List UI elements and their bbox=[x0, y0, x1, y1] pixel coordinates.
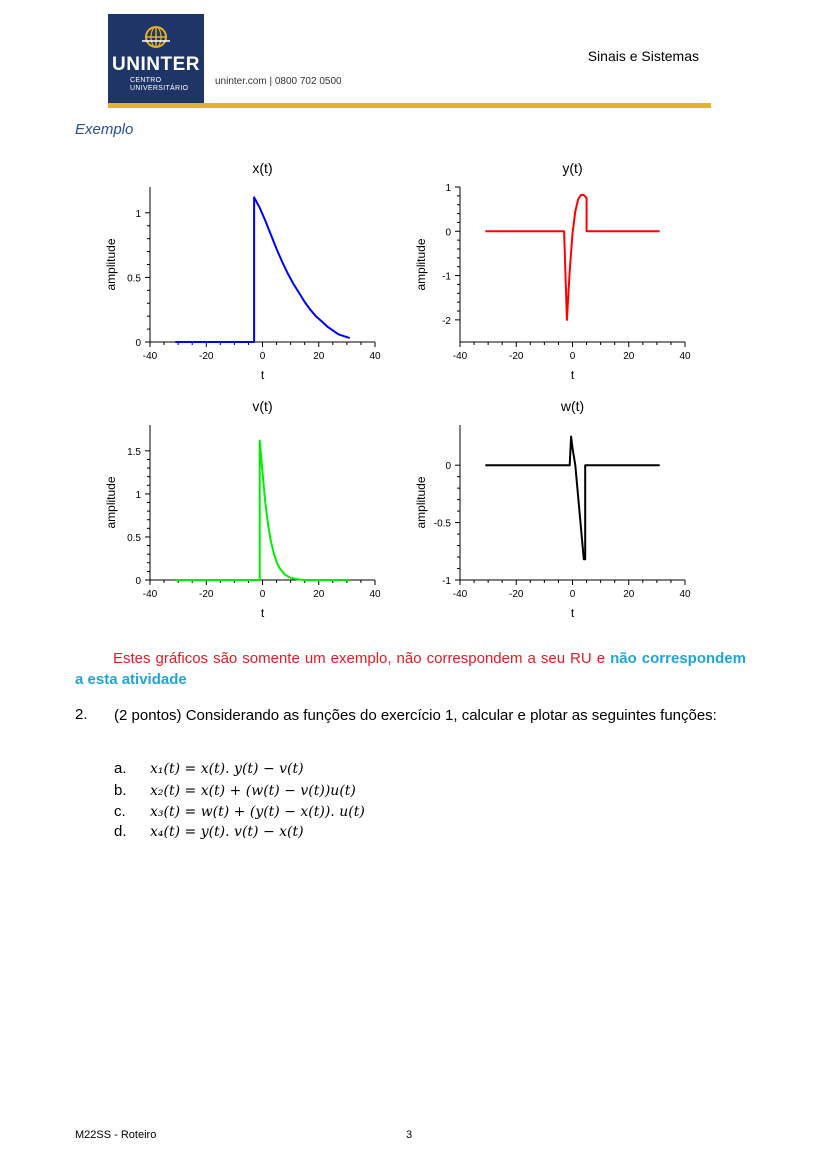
logo-name: UNINTER bbox=[112, 54, 200, 75]
x-tick-label: 0 bbox=[569, 589, 576, 600]
x-tick-label: 20 bbox=[623, 351, 635, 362]
equation-expression: x₄(t) = y(t). v(t) − x(t) bbox=[150, 824, 304, 840]
chart-w-t bbox=[405, 393, 705, 628]
x-tick-label: -40 bbox=[452, 351, 468, 362]
x-tick-label: -40 bbox=[142, 589, 158, 600]
x-tick-label: -20 bbox=[509, 589, 524, 600]
x-tick-label: 20 bbox=[313, 589, 325, 600]
y-tick-label: 1.5 bbox=[127, 446, 141, 458]
x-tick-label: 40 bbox=[679, 589, 691, 600]
y-tick-label: 1 bbox=[135, 489, 141, 501]
x-tick-label: 20 bbox=[623, 589, 635, 600]
x-tick-label: 0 bbox=[259, 589, 266, 600]
x-axis-label: t bbox=[570, 606, 575, 620]
logo-subtitle-1: CENTRO bbox=[130, 77, 162, 84]
x-tick-label: 40 bbox=[369, 351, 381, 362]
x-axis-label: t bbox=[260, 368, 265, 382]
chart-v-t bbox=[95, 393, 395, 628]
y-axis-label: amplitude bbox=[104, 238, 118, 291]
globe-icon bbox=[142, 24, 170, 50]
y-tick-label: 0.5 bbox=[127, 532, 141, 544]
note-red-text: Estes gráficos são somente um exemplo, não correspondem a seu RU e bbox=[113, 650, 611, 667]
header-divider bbox=[108, 103, 711, 108]
series-line bbox=[485, 437, 659, 560]
x-tick-label: 20 bbox=[313, 351, 325, 362]
y-tick-label: 0 bbox=[445, 227, 451, 239]
y-tick-label: 1 bbox=[445, 183, 451, 194]
series-line bbox=[175, 441, 349, 581]
series-line bbox=[485, 195, 659, 320]
y-tick-label: -1 bbox=[442, 576, 451, 587]
equation-item bbox=[114, 760, 304, 780]
x-tick-label: 0 bbox=[259, 351, 266, 362]
y-tick-label: -2 bbox=[442, 315, 451, 327]
disclaimer-note bbox=[75, 648, 746, 690]
footer-document-id: M22SS - Roteiro bbox=[75, 1129, 157, 1141]
equation-item bbox=[114, 823, 304, 843]
y-axis-label: amplitude bbox=[104, 476, 118, 529]
chart-y-t bbox=[405, 155, 705, 390]
chart-title: v(t) bbox=[252, 398, 273, 414]
y-tick-label: 0.5 bbox=[127, 273, 141, 285]
y-tick-label: 1 bbox=[135, 208, 141, 220]
x-tick-label: -20 bbox=[509, 351, 524, 362]
chart-title: x(t) bbox=[252, 160, 273, 176]
x-axis-label: t bbox=[570, 368, 575, 382]
header-contact: uninter.com | 0800 702 0500 bbox=[215, 76, 342, 87]
x-tick-label: 40 bbox=[369, 589, 381, 600]
x-tick-label: -20 bbox=[199, 589, 214, 600]
x-tick-label: 40 bbox=[679, 351, 691, 362]
x-tick-label: -40 bbox=[142, 351, 158, 362]
equation-expression: x₃(t) = w(t) + (y(t) − x(t)). u(t) bbox=[150, 804, 365, 820]
y-tick-label: 0 bbox=[135, 576, 141, 587]
course-title: Sinais e Sistemas bbox=[587, 48, 699, 64]
equation-label: b. bbox=[114, 782, 127, 799]
equation-label: d. bbox=[114, 823, 127, 840]
logo-subtitle-2: UNIVERSITÁRIO bbox=[130, 85, 189, 92]
question-text: (2 pontos) Considerando as funções do exercício 1, calcular e plotar as seguintes funções: bbox=[114, 707, 717, 724]
equation-item bbox=[114, 803, 365, 823]
chart-x-t bbox=[95, 155, 395, 390]
x-tick-label: -20 bbox=[199, 351, 214, 362]
x-tick-label: 0 bbox=[569, 351, 576, 362]
y-axis-label: amplitude bbox=[414, 238, 428, 291]
x-tick-label: -40 bbox=[452, 589, 468, 600]
y-tick-label: 0 bbox=[135, 338, 141, 349]
chart-title: w(t) bbox=[560, 398, 585, 414]
y-tick-label: 0 bbox=[445, 461, 451, 473]
y-tick-label: -1 bbox=[442, 271, 451, 283]
series-line bbox=[175, 197, 349, 342]
question-number: 2. bbox=[75, 706, 88, 723]
equation-label: c. bbox=[114, 803, 126, 820]
y-axis-label: amplitude bbox=[414, 476, 428, 529]
y-tick-label: -0.5 bbox=[433, 518, 451, 530]
equation-expression: x₂(t) = x(t) + (w(t) − v(t))u(t) bbox=[150, 783, 356, 799]
chart-title: y(t) bbox=[562, 160, 583, 176]
x-axis-label: t bbox=[260, 606, 265, 620]
section-label: Exemplo bbox=[75, 121, 134, 138]
equation-item bbox=[114, 782, 356, 802]
equation-expression: x₁(t) = x(t). y(t) − v(t) bbox=[150, 761, 304, 777]
note-blue-text: não correspondem a esta atividade bbox=[75, 650, 746, 688]
equation-label: a. bbox=[114, 760, 127, 777]
uninter-logo bbox=[108, 14, 204, 106]
page-number: 3 bbox=[406, 1129, 413, 1141]
